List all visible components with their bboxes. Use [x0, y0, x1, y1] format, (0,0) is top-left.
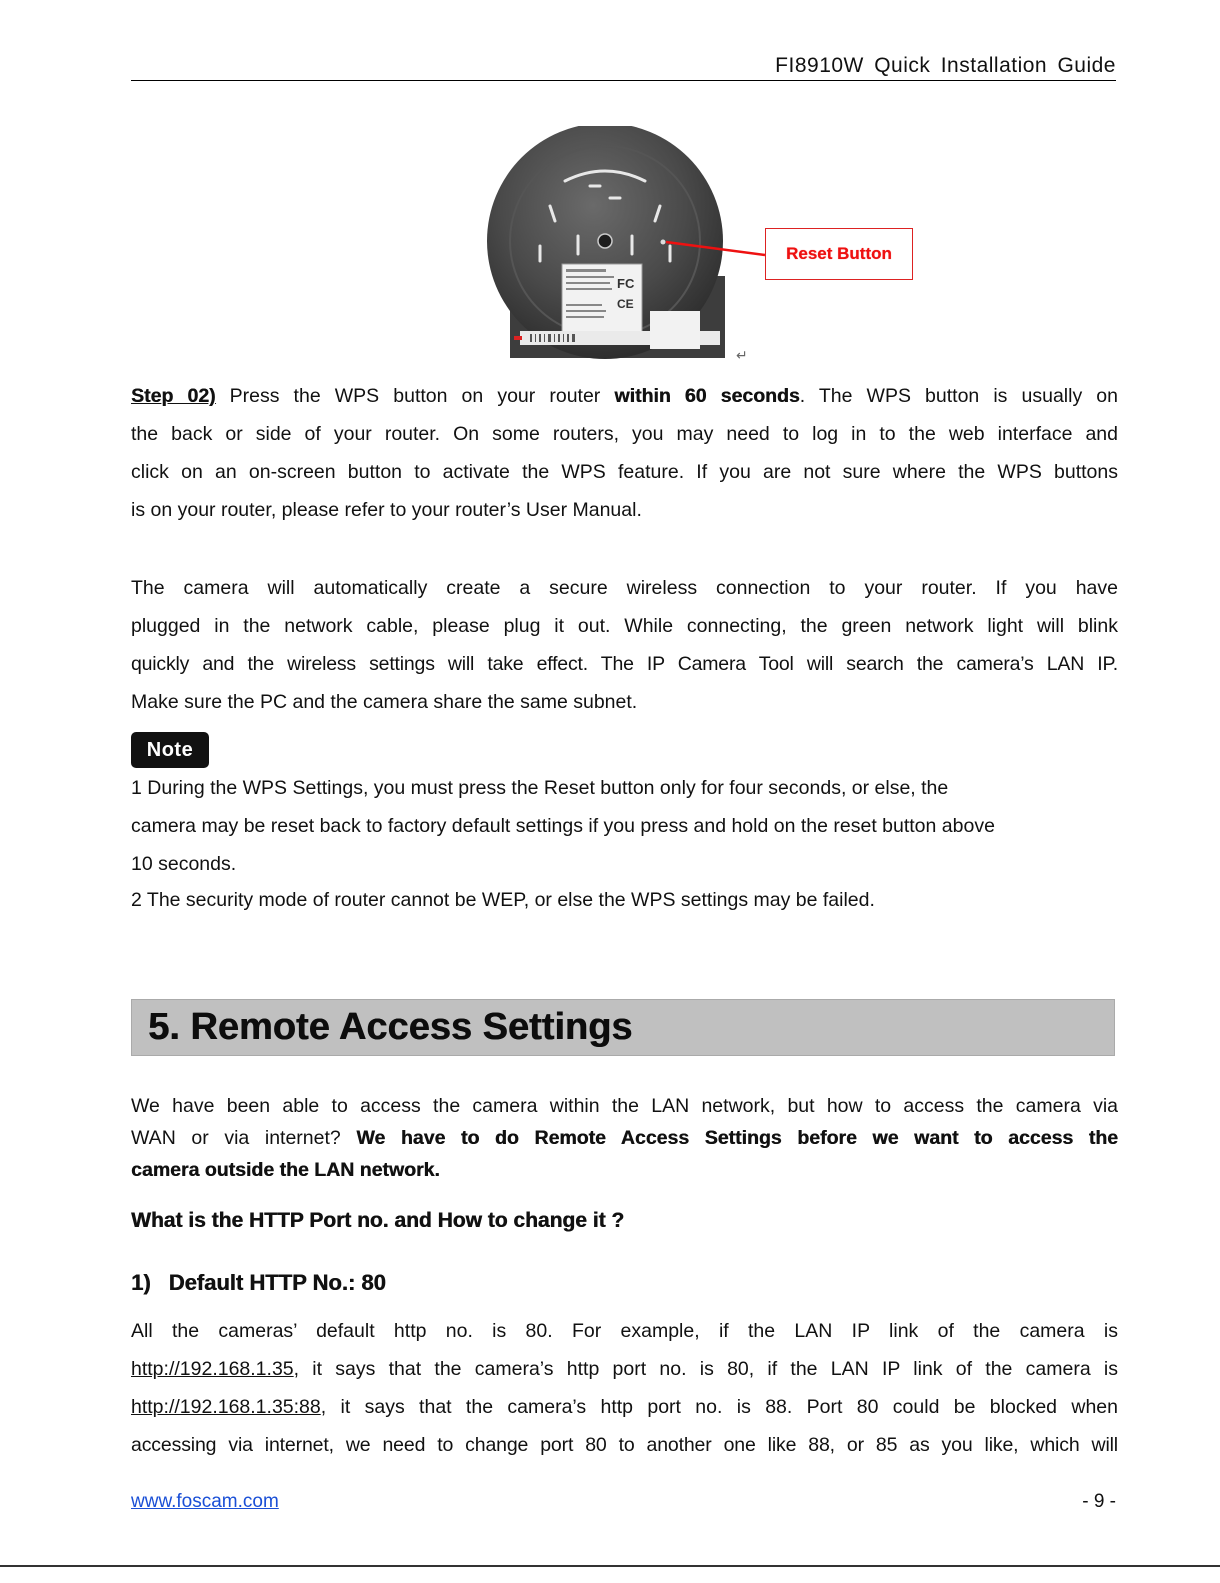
paragraph-line: 10 seconds. [131, 853, 237, 875]
text-span: WAN or via internet? [131, 1127, 357, 1149]
paragraph-line [131, 1154, 1118, 1186]
paragraph-line: quickly and the wireless settings will take effect. The IP Camera Tool will search the camera’s LAN IP. [131, 653, 1118, 675]
http-port-paragraph [131, 1312, 1118, 1464]
svg-text:FC: FC [617, 276, 635, 291]
paragraph-line: plugged in the network cable, please plug it out. While connecting, the green network light will blink [131, 615, 1118, 637]
step-label: Step 02) [131, 385, 216, 407]
paragraph-line: the back or side of your router. On some routers, you may need to log in to the web interface and [131, 423, 1118, 445]
page-bottom-edge [0, 1565, 1220, 1567]
paragraph-line [131, 1388, 1118, 1426]
paragraph-line: 1 During the WPS Settings, you must press the Reset button only for four seconds, or else, the [131, 777, 949, 799]
paragraph-line: click on an on-screen button to activate the WPS feature. If you are not sure where the WPS buttons [131, 461, 1118, 483]
paragraph-line: All the cameras’ default http no. is 80. For example, if the LAN IP link of the camera is [131, 1320, 1118, 1342]
heading-text: Default HTTP No.: 80 [168, 1270, 386, 1295]
paragraph-line: accessing via internet, we need to change port 80 to another one like 88, or 85 as you like, which will [131, 1434, 1118, 1456]
text-span: Press the WPS button on your router [215, 385, 615, 407]
paragraph-line: is on your router, please refer to your router’s User Manual. [131, 499, 642, 521]
header-title: FI8910W Quick Installation Guide [775, 54, 1116, 77]
note-paragraph [131, 769, 1118, 919]
paragraph-line [131, 1122, 1118, 1154]
lan-ip-port-link[interactable]: http://192.168.1.35:88 [131, 1396, 321, 1418]
paragraph-line [131, 1350, 1118, 1388]
section-title: 5. Remote Access Settings [148, 1006, 633, 1048]
paragraph-line: 2 The security mode of router cannot be WEP, or else the WPS settings may be failed. [131, 889, 875, 911]
list-number: 1) [131, 1270, 151, 1295]
emphasis-text: We have to do Remote Access Settings before we want to access the [356, 1127, 1119, 1149]
emphasis-text: camera outside the LAN network. [131, 1159, 440, 1181]
text-span: . The WPS button is usually on [799, 385, 1119, 407]
text-span: , it says that the camera’s http port no. is 88. Port 80 could be blocked when [320, 1396, 1118, 1418]
paragraph-line [131, 377, 1118, 415]
camera-bottom-image [480, 126, 780, 366]
remote-access-intro [131, 1090, 1118, 1186]
step-02-paragraph [131, 377, 1118, 529]
section-header-bar [131, 999, 1115, 1056]
text-span: , it says that the camera’s http port no. is 80, if the LAN IP link of the camera is [293, 1358, 1118, 1380]
paragraph-line: The camera will automatically create a secure wireless connection to your router. If you have [131, 577, 1118, 599]
emphasis-text: within 60 seconds [614, 385, 800, 407]
reset-button-callout: Reset Button [765, 228, 913, 280]
http-port-question: What is the HTTP Port no. and How to change it ? [131, 1209, 625, 1232]
svg-text:CE: CE [617, 297, 634, 311]
note-badge: Note [131, 732, 209, 768]
paragraph-line: We have been able to access the camera within the LAN network, but how to access the camera via [131, 1095, 1118, 1117]
connection-paragraph [131, 569, 1118, 721]
default-http-heading [131, 1270, 386, 1296]
lan-ip-link[interactable]: http://192.168.1.35 [131, 1358, 294, 1380]
page-number: - 9 - [1082, 1491, 1116, 1512]
paragraph-line: camera may be reset back to factory default settings if you press and hold on the reset button above [131, 815, 995, 837]
foscam-website-link[interactable]: www.foscam.com [131, 1491, 279, 1512]
paragraph-line: Make sure the PC and the camera share the same subnet. [131, 691, 638, 713]
header-divider [131, 80, 1116, 81]
svg-text:↵: ↵ [736, 347, 748, 363]
